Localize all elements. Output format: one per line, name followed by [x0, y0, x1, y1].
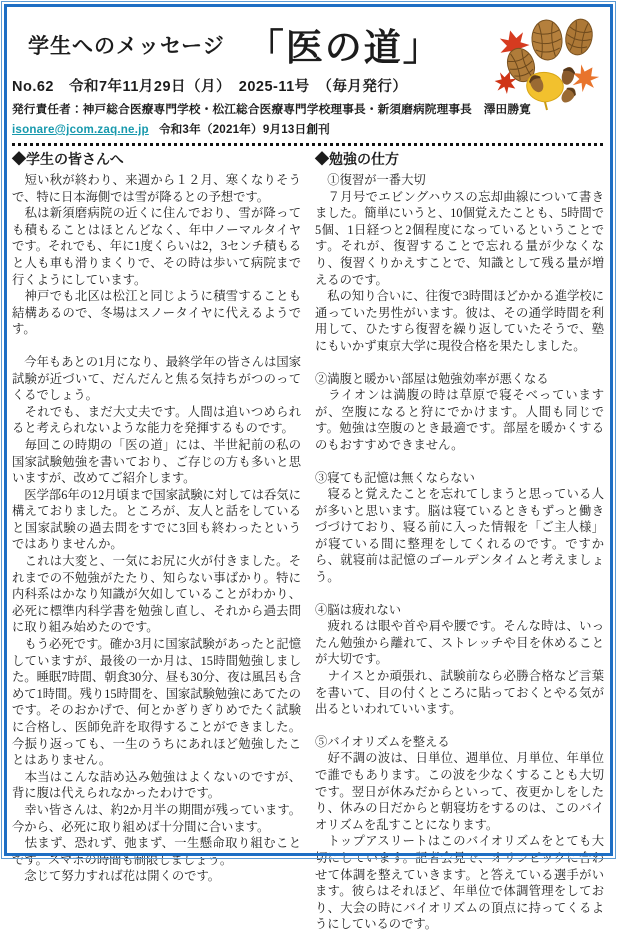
right-column-study-methods — [315, 150, 604, 933]
study-tip-section-1 — [315, 172, 604, 355]
right-column-heading: ◆勉強の仕方 — [315, 151, 399, 167]
paragraph: 短い秋が終わり、来週から１２月、寒くなりそうで、特に日本海側では雪が降るとの予想です。 — [12, 173, 301, 204]
section-title: ①復習が一番大切 — [315, 173, 426, 187]
paragraph: ７月号でエビングハウスの忘却曲線について書きました。簡単にいうと、10個覚えたことも、5時間で5個、1日経つと2個程度になっているということです。それが、復習することで忘れる量が少なくなり、復習くりかえすことで、知識として残る量が増えるのです。 — [315, 189, 604, 287]
pinecone-icon — [563, 17, 596, 58]
paragraph: もう必死です。確か3月に国家試験があったと記憶していますが、最後の一か月は、15時間勉強しました。睡眠7時間、朝食30分、昼も30分、夜は風呂も含めて1時間。残り15時間を、国家試験勉強にあてたのです。そのおかげで、何とかぎりぎりめでたく試験に合格し、医師免許を取得することができました。今振り返っても、一生のうちにあれほど勉強したことはありません。 — [12, 637, 301, 768]
paragraph: 念じて努力すれば花は開くのです。 — [12, 869, 221, 884]
paragraph: 幸い皆さんは、約2か月半の期間が残っています。今から、必死に取り組めば十分間に合います。 — [12, 802, 301, 834]
paragraph: 怯まず、恐れず、弛まず、一生懸命取り組むことです。スマホの時間も制限しましょう。 — [12, 836, 301, 867]
paragraph: 今年もあとの1月になり、最終学年の皆さんは国家試験が近づいて、だんだんと焦る気持ちがつのってくるでしょう。 — [12, 354, 301, 403]
newsletter-page — [12, 10, 605, 932]
dotted-divider — [12, 143, 605, 146]
study-tip-section-3 — [315, 470, 604, 586]
study-tip-section-5 — [315, 734, 604, 933]
paragraph: 寝ると覚えたことを忘れてしまうと思っている人が多いと思います。脳は寝ているときもずっと働きづづけており、寝る前に入った情報を「ご主人様」が寝ている間に整理をしてくれるのです。ですから、就寝前は記憶のゴールデンタイムと考えましょう。 — [315, 487, 604, 585]
issue-info-line: No.62 令和7年11月29日（月） 2025-11号 （毎月発行） — [12, 79, 408, 95]
paragraph: 神戸でも北区は松江と同じように積雪することも結構あるので、冬場はスノータイヤに代えるようです。 — [12, 289, 301, 337]
pinecone-icon — [530, 19, 563, 61]
paragraph: 医学部6年の12月頃まで国家試験に対しては呑気に構えておりました。ところが、友人と話をしていると国家試験の過去問をすでに3回も終わったというではありませんか。 — [12, 487, 301, 552]
article-columns — [12, 150, 605, 933]
contact-line — [12, 121, 605, 137]
section-title: ⑤バイオリズムを整える — [315, 734, 450, 749]
paragraph: トップアスリートはこのバイオリズムをとても大切にしています。記者会見で、オリンピックに合わせて体調を整えていきます。と答えている選手がいます。彼らはそれほど、年単位で体調管理をしており、大会の時にバイオリズムの頂点に持ってくるようにしているのです。 — [315, 834, 604, 932]
autumn-decoration-icon — [481, 10, 603, 112]
paragraph: それでも、まだ大丈夫です。人間は追いつめられると考えられないような能力を発揮するものです。 — [12, 404, 301, 436]
publisher-line: 発行責任者：神戸総合医療専門学校・松江総合医療専門学校理事長・新須磨病院理事長 澤田勝寛 — [12, 103, 531, 116]
paragraph: 私の知り合いに、往復で3時間ほどかかる進学校に通っていた男性がいます。彼は、その通学時間を利用して、ひたすら復習を繰り返していたそうで、塾にもいかず東京大学に現役合格を果たしました。 — [315, 289, 604, 353]
paragraph: 私は新須磨病院の近くに住んでおり、雪が降っても積もることはほとんどなく、年中ノーマルタイヤです。それでも、年に1度くらいは2，3センチ積もると人も車も滑りまくりで、その時は歩いて病院まで行くようにしています。 — [12, 206, 301, 287]
newsletter-subtitle: 学生へのメッセージ — [28, 35, 225, 58]
section-title: ④脳は疲れない — [315, 602, 402, 617]
paragraph: ライオンは満腹の時は草原で寝そべっていますが、空腹になると狩にでかけます。人間も同じです。勉強は空腹のとき最適です。部屋を暖かくするのもおすすめできません。 — [315, 388, 604, 452]
paragraph: 毎回この時期の「医の道」には、半世紀前の私の国家試験勉強を書いており、ご存じの方も多いと思いますが、改めてご紹介します。 — [12, 437, 301, 486]
autumn-decoration-illustration — [481, 10, 603, 112]
paragraph: 疲れるは眼や首や肩や腰です。そんな時は、いったん勉強から離れて、ストレッチや目を休めることが大切です。 — [315, 619, 604, 667]
paragraph: 本当はこんな詰め込み勉強はよくないのですが、背に腹は代えられなかったわけです。 — [12, 769, 301, 801]
section-title: ③寝ても記憶は無くならない — [315, 470, 475, 485]
section-title: ②満腹と暖かい部屋は勉強効率が悪くなる — [315, 371, 549, 386]
study-tip-section-2 — [315, 371, 604, 454]
study-tip-section-4 — [315, 602, 604, 718]
email-link[interactable]: isonare@jcom.zaq.ne.jp — [12, 123, 149, 136]
left-column-heading: ◆学生の皆さんへ — [12, 151, 124, 167]
paragraph: ナイスとか頑張れ、試験前なら必勝合格など言葉を書いて、目の付くところに貼っておくとやる気が出るといわれていいます。 — [315, 669, 604, 717]
newsletter-title: 「医の道」 — [246, 27, 442, 68]
left-column-students-message — [12, 150, 301, 933]
paragraph: 好不調の波は、日単位、週単位、月単位、年単位で誰でもあります。この波を少なくすることも大切です。翌日が休みだからといって、夜更かしをしたり、休みの日だからと朝寝坊をするのは、このバイオリズムを乱すことになります。 — [315, 751, 604, 832]
founded-date: 令和3年（2021年）9月13日創刊 — [158, 123, 330, 136]
paragraph: これは大変と、一気にお尻に火が付きました。それまでの不勉強がたたり、知らない事ばかり。特に内科系はかなり知識が欠如していることがわかり、必死に標準内科学書を勉強し直し、それから過去問に取り組み始めたのです。 — [12, 554, 301, 635]
